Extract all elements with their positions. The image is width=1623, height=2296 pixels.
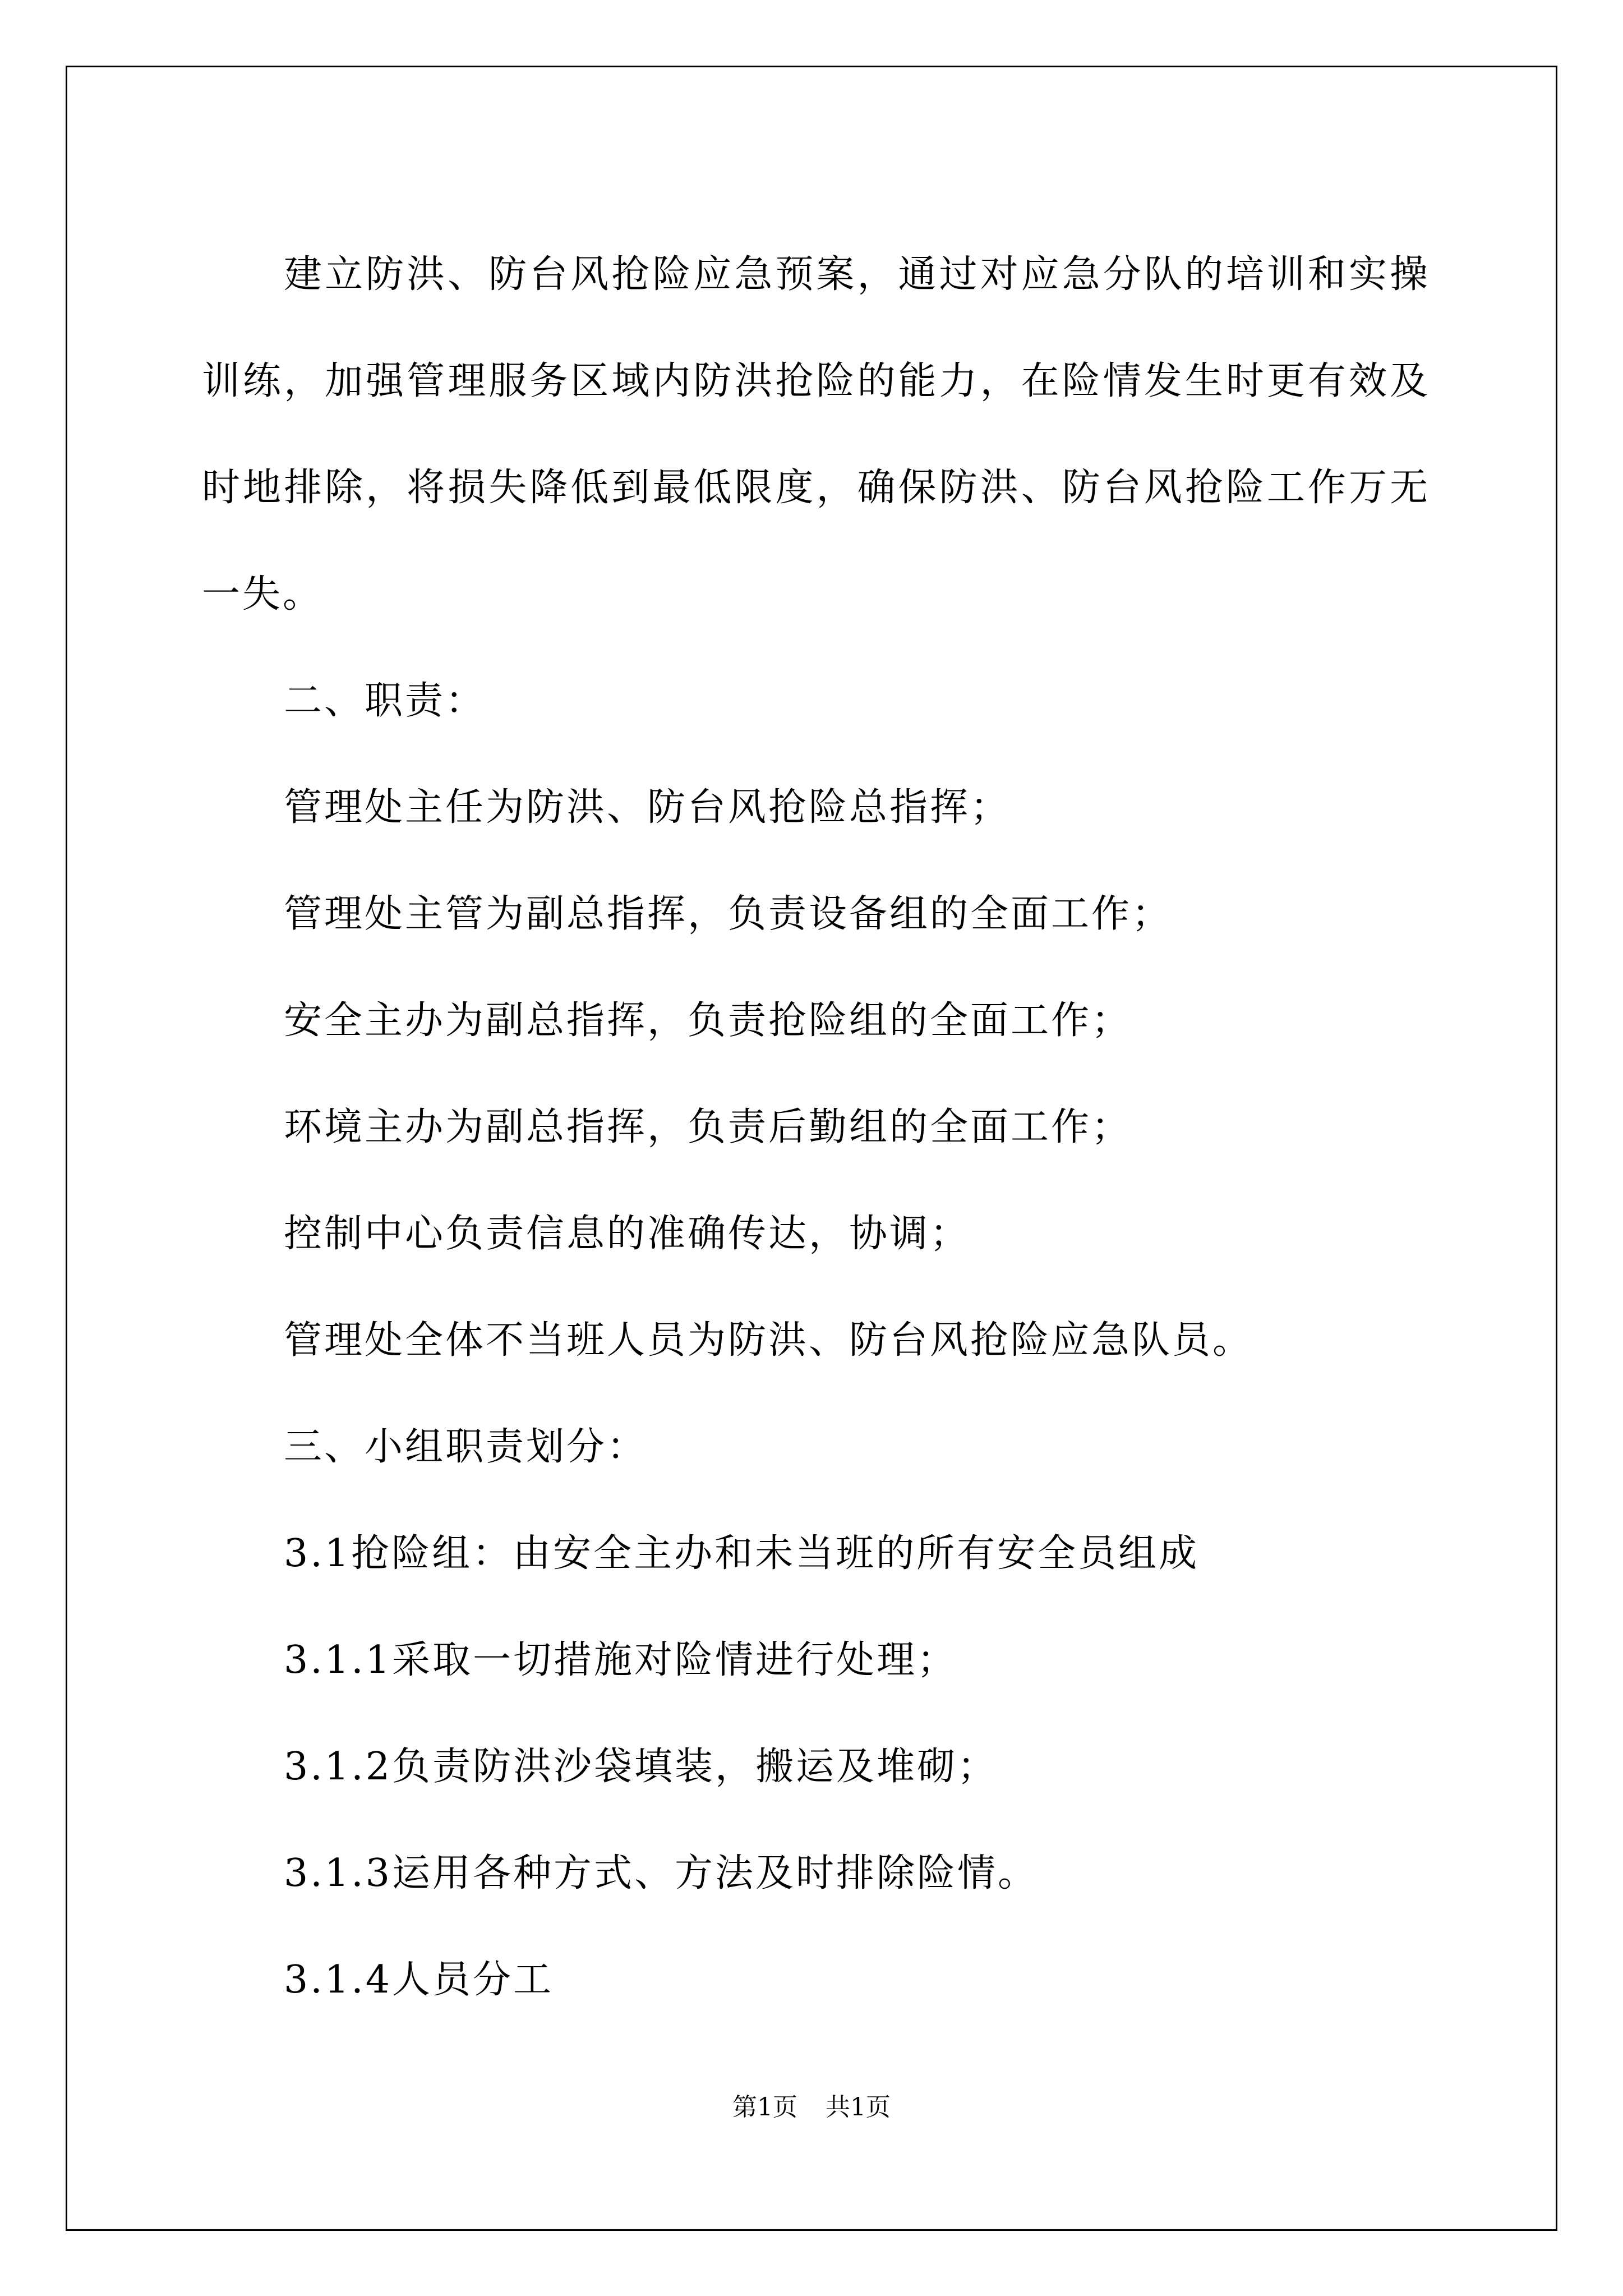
group-subitem: 3.1.1采取一切措施对险情进行处理； bbox=[284, 1638, 958, 1682]
document-body bbox=[202, 222, 1430, 2033]
duty-item: 控制中心负责信息的准确传达，协调； bbox=[284, 1212, 971, 1256]
group-subitem: 3.1.4人员分工 bbox=[284, 1958, 554, 2002]
paragraph-intro: 建立防洪、防台风抢险应急预案，通过对应急分队的培训和实操训练，加强管理服务区域内防洪抢险的能力，在险情发生时更有效及时地排除，将损失降低到最低限度，确保防洪、防台风抢险工作万无一失。 bbox=[202, 252, 1430, 616]
page-number-current: 第1页 bbox=[732, 2093, 797, 2122]
duty-item: 管理处主管为副总指挥，负责设备组的全面工作； bbox=[284, 892, 1173, 936]
duty-item: 管理处主任为防洪、防台风抢险总指挥； bbox=[284, 785, 1011, 830]
duty-item: 安全主办为副总指挥，负责抢险组的全面工作； bbox=[284, 999, 1132, 1043]
page-footer bbox=[0, 2091, 1623, 2124]
section-heading-duties: 二、职责： bbox=[284, 679, 486, 723]
group-item: 3.1抢险组：由安全主办和未当班的所有安全员组成 bbox=[284, 1531, 1200, 1576]
duty-item: 环境主办为副总指挥，负责后勤组的全面工作； bbox=[284, 1105, 1132, 1149]
group-subitem: 3.1.3运用各种方式、方法及时排除险情。 bbox=[284, 1851, 1039, 1895]
section-heading-groups: 三、小组职责划分： bbox=[284, 1425, 648, 1469]
group-subitem: 3.1.2负责防洪沙袋填装，搬运及堆砌； bbox=[284, 1745, 998, 1789]
duty-item: 管理处全体不当班人员为防洪、防台风抢险应急队员。 bbox=[284, 1318, 1253, 1363]
page-number-total: 共1页 bbox=[826, 2093, 891, 2122]
